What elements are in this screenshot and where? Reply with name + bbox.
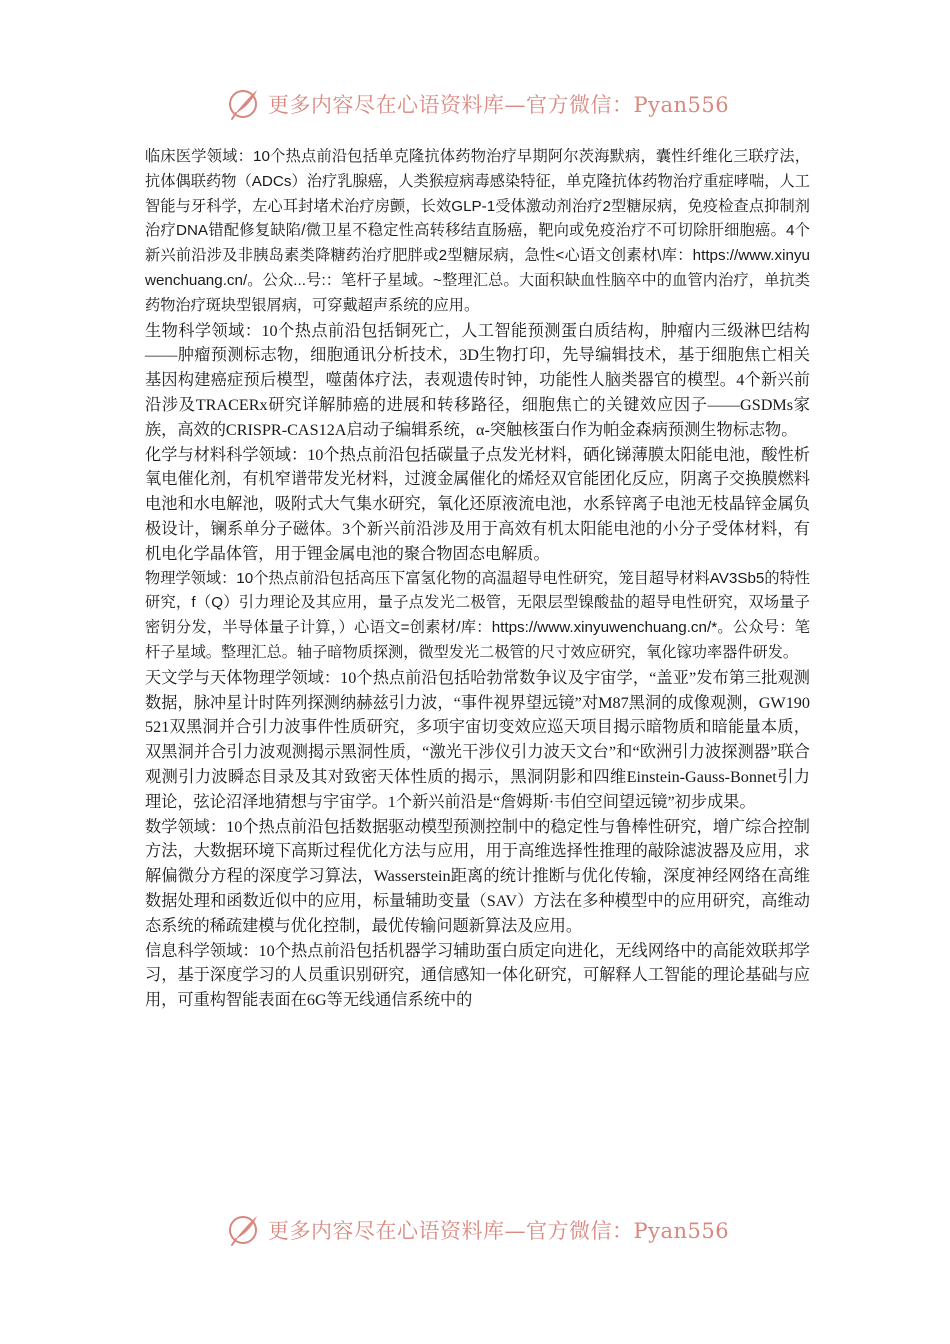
paragraph-information-science: 信息科学领域：10个热点前沿包括机器学习辅助蛋白质定向进化，无线网络中的高能效联邦学习，基于深度学习的人员重识别研究，通信感知一体化研究，可解释人工智能的理论基础与应用，可重构智能表面在6G等无线通信系统中的 bbox=[145, 941, 810, 1010]
paragraph-physics: 物理学领域：10个热点前沿包括高压下富氢化物的高温超导电性研究，笼目超导材料AV3Sb5的特性研究，f（Q）引力理论及其应用，量子点发光二极管，无限层型镍酸盐的超导电性研究，双场量子密钥分发，半导体量子计算，）心语文=创素材/库：https://www.xinyuwenchuang.cn/*。公众号：笔杆子星域。整理汇总。轴子暗物质探测，微型发光二极管的尺寸效应研究，氧化镓功率器件研发。 bbox=[145, 569, 810, 661]
footer-watermark-banner bbox=[226, 1210, 730, 1250]
quill-logo-icon bbox=[226, 1212, 262, 1248]
watermark-text: 更多内容尽在心语资料库—官方微信：Pyan556 bbox=[268, 1219, 730, 1243]
header-watermark-banner bbox=[226, 84, 730, 124]
paragraph-astronomy: 天文学与天体物理学领域：10个热点前沿包括哈勃常数争议及宇宙学，“盖亚”发布第三批观测数据，脉冲星计时阵列探测纳赫兹引力波，“事件视界望远镜”对M87黑洞的成像观测，GW190521双黑洞并合引力波事件性质研究，多项宇宙切变效应巡天项目揭示暗物质和暗能量本质，双黑洞并合引力波观测揭示黑洞性质，“激光干涉仪引力波天文台”和“欧洲引力波探测器”联合观测引力波瞬态目录及其对致密天体性质的揭示，黑洞阴影和四维Einstein-Gauss-Bonnet引力理论，弦论沼泽地猜想与宇宙学。1个新兴前沿是“詹姆斯·韦伯空间望远镜”初步成果。 bbox=[145, 668, 810, 811]
paragraph-chemistry-materials: 化学与材料科学领域：10个热点前沿包括碳量子点发光材料，硒化锑薄膜太阳能电池，酸性析氧电催化剂，有机窄谱带发光材料，过渡金属催化的烯烃双官能团化反应，阴离子交换膜燃料电池和水电解池，吸附式大气集水研究，氧化还原液流电池，水系锌离子电池无枝晶锌金属负极设计，镧系单分子磁体。3个新兴前沿涉及用于高效有机太阳能电池的小分子受体材料，有机电化学晶体管，用于锂金属电池的聚合物固态电解质。 bbox=[145, 445, 810, 563]
paragraph-biology: 生物科学领域：10个热点前沿包括铜死亡，人工智能预测蛋白质结构，肿瘤内三级淋巴结构——肿瘤预测标志物，细胞通讯分析技术，3D生物打印，先导编辑技术，基于细胞焦亡相关基因构建癌症预后模型，噬菌体疗法，表观遗传时钟，功能性人脑类器官的模型。4个新兴前沿涉及TRACERx研究详解肺癌的进展和转移路径，细胞焦亡的关键效应因子——GSDMs家族，高效的CRISPR-CAS12A启动子编辑系统，α-突触核蛋白作为帕金森病预测生物标志物。 bbox=[145, 321, 810, 439]
article-body bbox=[145, 145, 810, 1013]
quill-logo-icon bbox=[226, 86, 262, 122]
watermark-text: 更多内容尽在心语资料库—官方微信：Pyan556 bbox=[268, 93, 730, 117]
paragraph-clinical-medicine: 临床医学领域：10个热点前沿包括单克隆抗体药物治疗早期阿尔茨海默病，囊性纤维化三联疗法，抗体偶联药物（ADCs）治疗乳腺癌，人类猴痘病毒感染特征，单克隆抗体药物治疗重症哮喘，人工智能与牙科学，左心耳封堵术治疗房颤，长效GLP-1受体激动剂治疗2型糖尿病，免疫检查点抑制剂治疗DNA错配修复缺陷/微卫星不稳定性高转移结直肠癌，靶向或免疫治疗不可切除肝细胞癌。4个新兴前沿涉及非胰岛素类降糖药治疗肥胖或2型糖尿病，急性<心语文创素材\库：https://www.xinyuwenchuang.cn/。公众...号:：笔杆子星域。~整理汇总。大面积缺血性脑卒中的血管内治疗，单抗类药物治疗斑块型银屑病，可穿戴超声系统的应用。 bbox=[145, 148, 810, 314]
paragraph-mathematics: 数学领域：10个热点前沿包括数据驱动模型预测控制中的稳定性与鲁棒性研究，增广综合控制方法，大数据环境下高斯过程优化方法与应用，用于高维选择性推理的敲除滤波器及应用，求解偏微分方程的深度学习算法，Wasserstein距离的统计推断与优化传输，深度神经网络在高维数据处理和函数近似中的应用，标量辅助变量（SAV）方法在多种模型中的应用研究，高维动态系统的稀疏建模与优化控制，最优传输问题新算法及应用。 bbox=[145, 817, 810, 935]
